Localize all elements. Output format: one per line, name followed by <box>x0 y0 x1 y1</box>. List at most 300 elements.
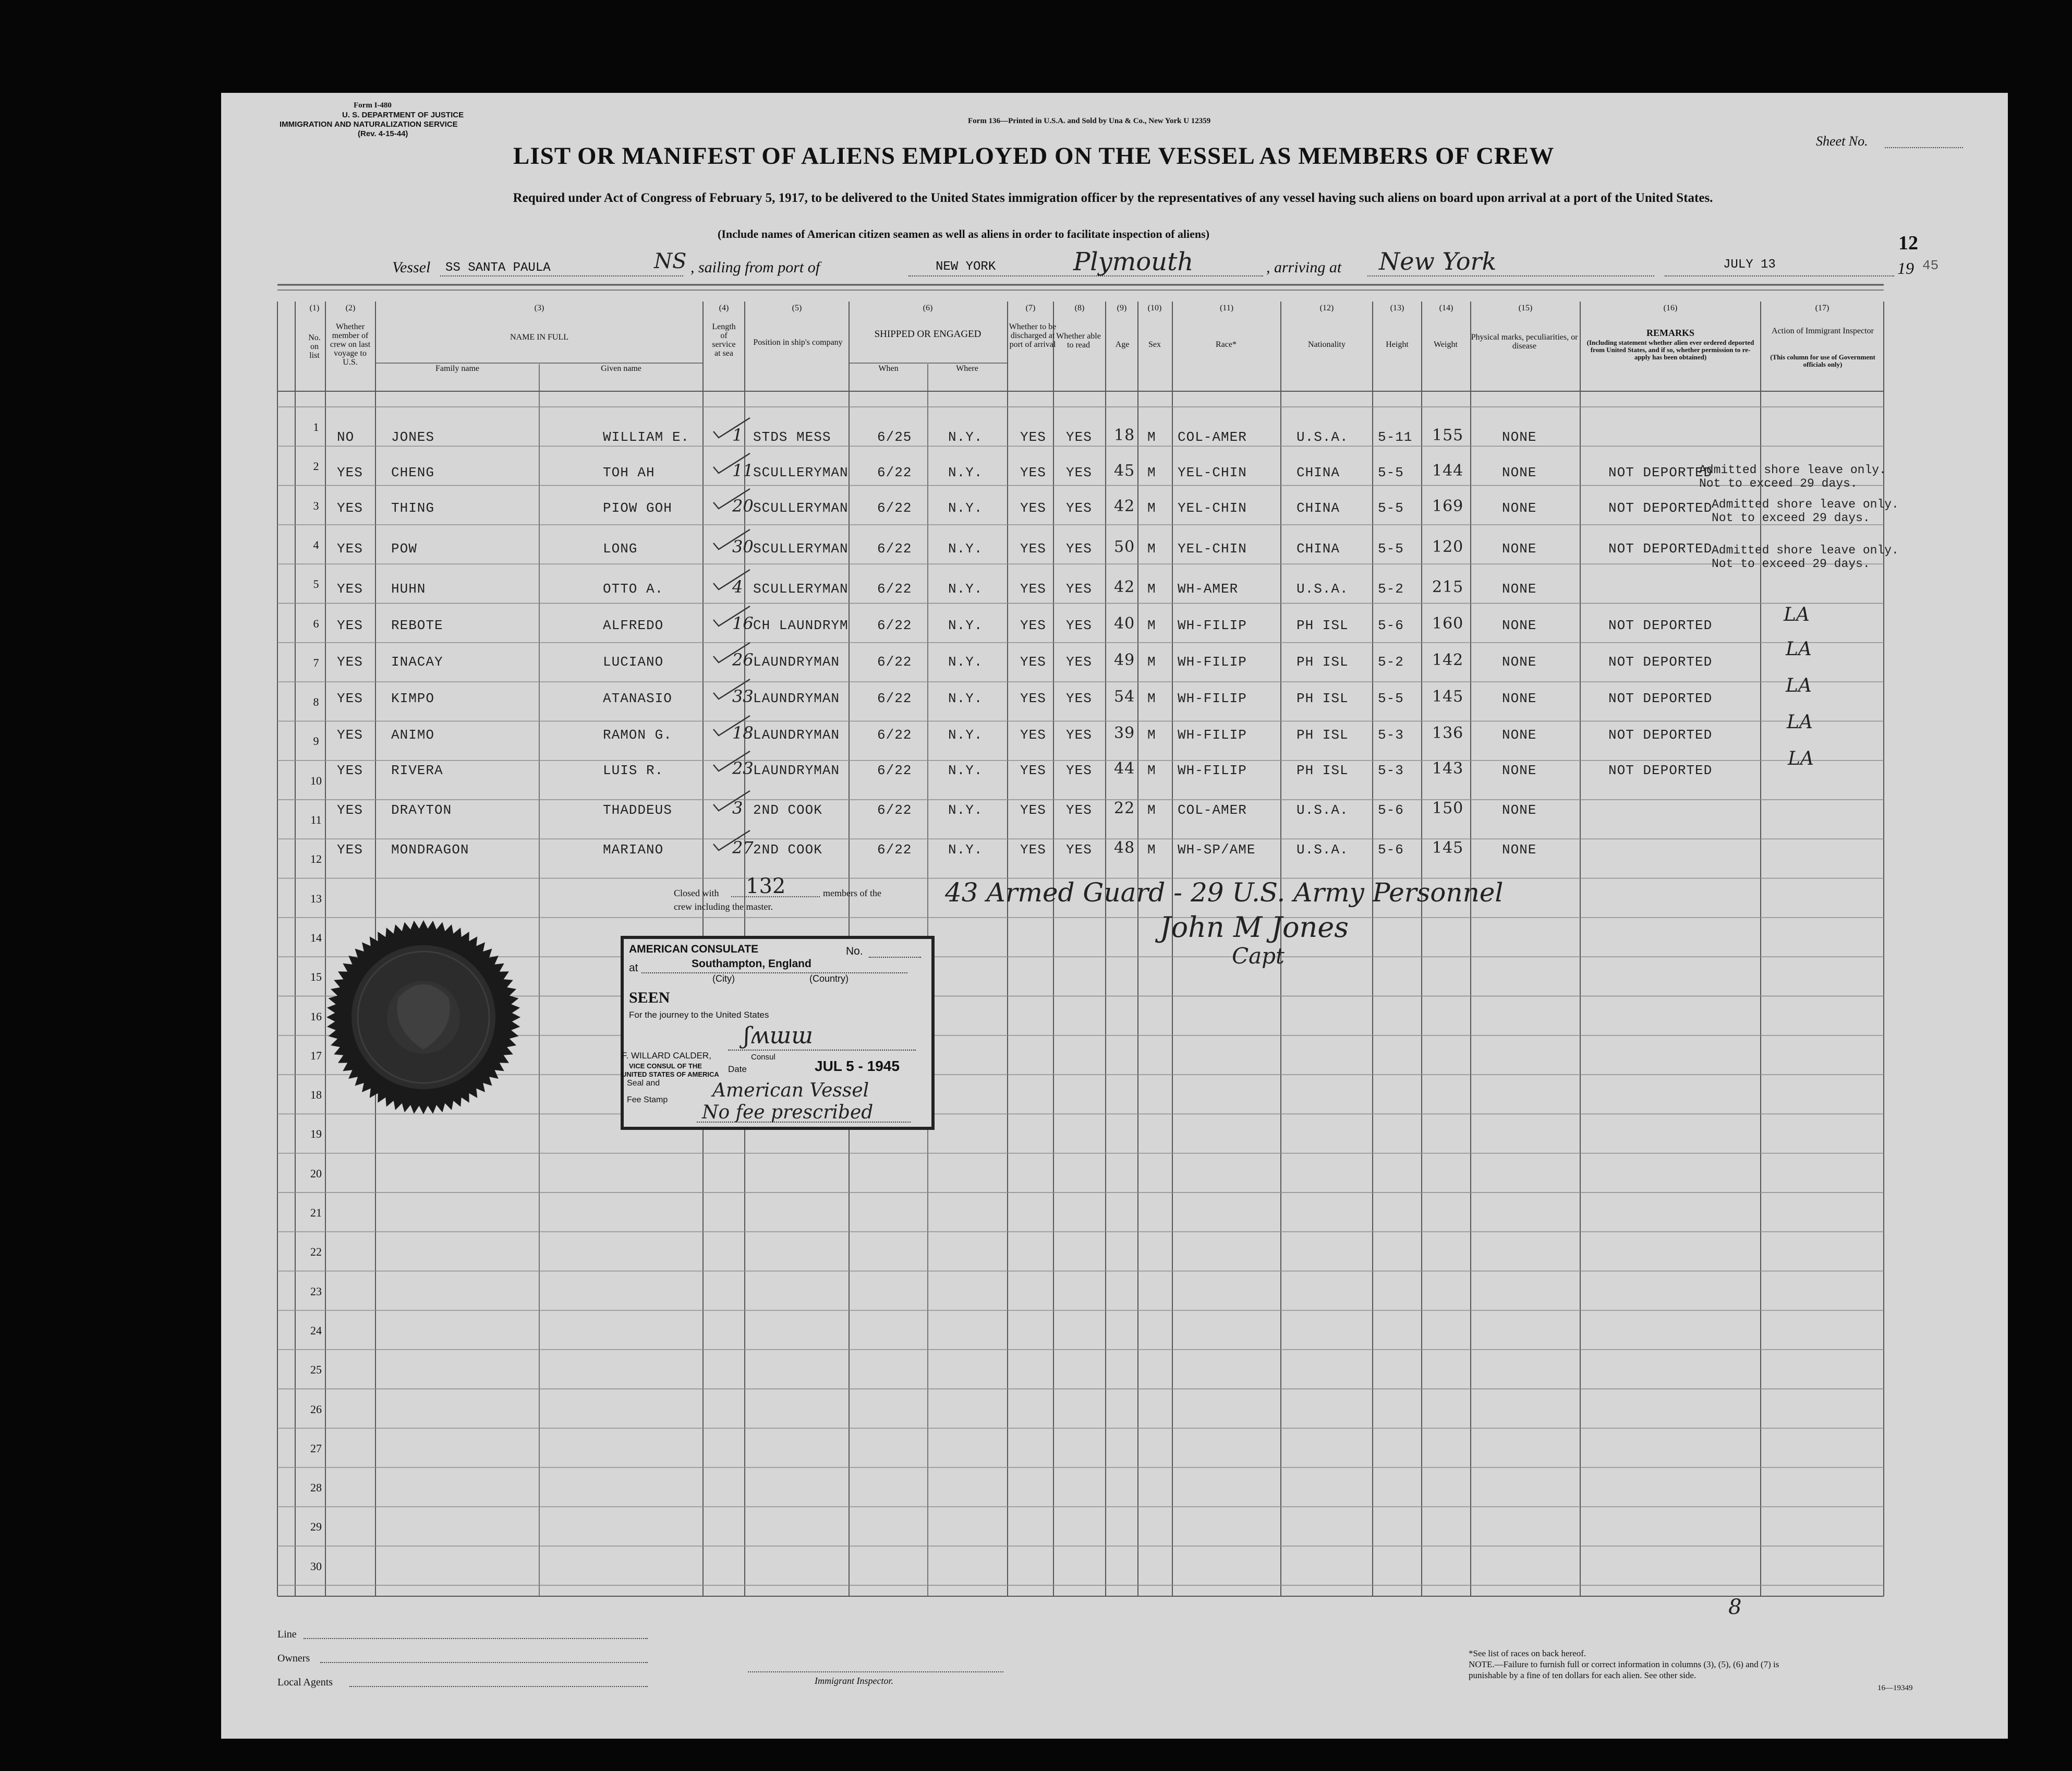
weight-cell: 144 <box>1432 462 1464 480</box>
manifest-subtitle: Required under Act of Congress of February 5, 1917, to be delivered to the United States immigration officer by the representatives of any vessel having such aliens on board upon arrival at a port of the United States. <box>513 191 1713 205</box>
row-number: 25 <box>310 1363 322 1377</box>
row-number: 1 <box>313 420 319 433</box>
discharge-cell: YES <box>1020 691 1046 706</box>
stamp-hand-2: No fee prescribed <box>702 1102 874 1123</box>
row-number: 24 <box>310 1323 322 1337</box>
la-mark: LA <box>1788 748 1814 769</box>
stamp-location: Southampton, England <box>692 958 811 970</box>
column-number: (5) <box>792 304 802 312</box>
physical-marks-cell: NONE <box>1502 802 1537 818</box>
header-age: Age <box>1115 340 1130 349</box>
race-cell: WH-SP/AME <box>1178 842 1256 858</box>
weight-cell: 136 <box>1432 724 1464 742</box>
shipped-when-cell: 6/22 <box>877 842 912 858</box>
header-action: Action of Immigrant Inspector <box>1772 327 1874 335</box>
vessel-label: Vessel <box>392 259 431 276</box>
sailing-port-typed: NEW YORK <box>936 260 996 274</box>
position-cell: LAUNDRYMAN <box>753 727 840 743</box>
discharge-cell: YES <box>1020 465 1046 480</box>
shipped-when-cell: 6/22 <box>877 541 912 557</box>
sex-cell: M <box>1147 618 1156 633</box>
family-name-cell: REBOTE <box>391 618 443 633</box>
family-name-cell: INACAY <box>391 654 443 670</box>
header-remarks-note: (Including statement whether alien ever ordered deported from United States, and if so, whether permission to re-apply has been obtained) <box>1586 339 1754 361</box>
check-mark-icon <box>711 828 753 854</box>
row-number: 7 <box>313 656 319 669</box>
weight-cell: 143 <box>1432 760 1464 778</box>
sex-cell: M <box>1147 429 1156 445</box>
sex-cell: M <box>1147 691 1156 706</box>
year-suffix: 45 <box>1922 258 1939 273</box>
row-number: 23 <box>310 1284 322 1298</box>
family-name-cell: RIVERA <box>391 763 443 778</box>
service-cell: 33 <box>732 686 754 706</box>
age-cell: 44 <box>1114 760 1135 778</box>
nationality-cell: CHINA <box>1296 541 1340 557</box>
check-mark-icon <box>711 789 753 815</box>
check-mark-icon <box>711 641 753 667</box>
race-cell: WH-FILIP <box>1178 654 1247 670</box>
closed-with-label: Closed with <box>674 888 719 898</box>
position-cell: STDS MESS <box>753 429 831 445</box>
year-prefix: 19 <box>1897 259 1914 278</box>
header-length-service: Length of service at sea <box>712 322 736 358</box>
footer-note: NOTE.—Failure to furnish full or correct information in columns (3), (5), (6) and (7) is punishable by a fine of ten dollars for each alien. See other side. <box>1469 1659 1779 1680</box>
la-mark: LA <box>1786 638 1812 660</box>
sex-cell: M <box>1147 727 1156 743</box>
column-number: (4) <box>719 304 729 312</box>
physical-marks-cell: NONE <box>1502 500 1537 516</box>
crew-count: 132 <box>746 874 786 898</box>
given-name-cell: ALFREDO <box>603 618 664 633</box>
row-number: 12 <box>310 852 322 866</box>
height-cell: 5-5 <box>1378 691 1404 706</box>
weight-cell: 215 <box>1432 578 1464 596</box>
nationality-cell: CHINA <box>1296 500 1340 516</box>
age-cell: 18 <box>1114 426 1135 444</box>
stamp-date: JUL 5 - 1945 <box>815 1058 900 1074</box>
stamp-seal-label: Seal and <box>627 1079 660 1088</box>
header-nationality: Nationality <box>1308 340 1346 349</box>
stamp-hand-1: American Vessel <box>712 1080 869 1101</box>
race-cell: COL-AMER <box>1178 802 1247 818</box>
read-cell: YES <box>1066 465 1092 480</box>
shipped-where-cell: N.Y. <box>948 429 983 445</box>
height-cell: 5-5 <box>1378 500 1404 516</box>
stamp-at-label: at <box>629 962 638 974</box>
nationality-cell: PH ISL <box>1296 654 1349 670</box>
check-mark-icon <box>711 416 753 442</box>
height-cell: 5-6 <box>1378 842 1404 858</box>
sex-cell: M <box>1147 763 1156 778</box>
column-number: (8) <box>1074 304 1085 312</box>
master-signature: John M Jones <box>1160 911 1349 944</box>
physical-marks-cell: NONE <box>1502 541 1537 557</box>
column-number: (3) <box>534 304 544 312</box>
family-name-cell: ANIMO <box>391 727 435 743</box>
shipped-where-cell: N.Y. <box>948 691 983 706</box>
column-number: (7) <box>1025 304 1036 312</box>
shipped-where-cell: N.Y. <box>948 541 983 557</box>
vessel-mark: NS <box>654 249 687 273</box>
race-cell: WH-FILIP <box>1178 618 1247 633</box>
weight-cell: 145 <box>1432 688 1464 706</box>
physical-marks-cell: NONE <box>1502 727 1537 743</box>
shipped-where-cell: N.Y. <box>948 465 983 480</box>
shipped-when-cell: 6/22 <box>877 465 912 480</box>
check-mark-icon <box>711 714 753 740</box>
shore-leave-note: Not to exceed 29 days. <box>1712 557 1870 571</box>
row-number: 20 <box>310 1166 322 1180</box>
physical-marks-cell: NONE <box>1502 842 1537 858</box>
shore-leave-note: Admitted shore leave only. <box>1712 498 1899 511</box>
service-cell: 16 <box>732 613 754 633</box>
given-name-cell: LONG <box>603 541 638 557</box>
height-cell: 5-6 <box>1378 618 1404 633</box>
family-name-cell: CHENG <box>391 465 435 480</box>
stamp-city-label: (City) <box>712 973 735 984</box>
sheet-label: Sheet No. <box>1816 134 1868 149</box>
footer-agents-rule <box>349 1686 648 1687</box>
row-number: 14 <box>310 931 322 944</box>
race-cell: YEL-CHIN <box>1178 500 1247 516</box>
age-cell: 50 <box>1114 538 1135 556</box>
inspector-label: Immigrant Inspector. <box>815 1676 893 1686</box>
race-cell: WH-FILIP <box>1178 727 1247 743</box>
height-cell: 5-2 <box>1378 581 1404 597</box>
row-number: 28 <box>310 1481 322 1495</box>
shipped-where-cell: N.Y. <box>948 654 983 670</box>
service-cell: 27 <box>732 838 754 858</box>
position-cell: SCULLERYMAN <box>753 465 849 480</box>
la-mark: LA <box>1786 675 1812 696</box>
read-cell: YES <box>1066 429 1092 445</box>
row-number: 30 <box>310 1559 322 1573</box>
last-voyage-cell: NO <box>337 429 355 445</box>
read-cell: YES <box>1066 727 1092 743</box>
given-name-cell: THADDEUS <box>603 802 672 818</box>
printer-line: Form 136—Printed in U.S.A. and Sold by Una & Co., New York U 12359 <box>968 117 1211 125</box>
service-cell: 3 <box>732 798 743 818</box>
discharge-cell: YES <box>1020 618 1046 633</box>
sex-cell: M <box>1147 500 1156 516</box>
last-voyage-cell: YES <box>337 691 363 706</box>
consular-stamp <box>621 936 935 1130</box>
check-mark-icon <box>711 568 753 594</box>
row-number: 2 <box>313 460 319 473</box>
instruction-line: (Include names of American citizen seamen as well as aliens in order to facilitate inspection of aliens) <box>718 227 1210 240</box>
stamp-date-label: Date <box>728 1064 747 1074</box>
nationality-cell: U.S.A. <box>1296 842 1349 858</box>
check-mark-icon <box>711 749 753 775</box>
shipped-when-cell: 6/22 <box>877 581 912 597</box>
given-name-cell: LUCIANO <box>603 654 664 670</box>
read-cell: YES <box>1066 581 1092 597</box>
given-name-cell: MARIANO <box>603 842 664 858</box>
row-number: 8 <box>313 695 319 709</box>
race-cell: WH-AMER <box>1178 581 1239 597</box>
age-cell: 42 <box>1114 578 1135 596</box>
discharge-cell: YES <box>1020 581 1046 597</box>
read-cell: YES <box>1066 691 1092 706</box>
position-cell: SCULLERYMAN <box>753 541 849 557</box>
stamp-consul-name: F. WILLARD CALDER, <box>622 1051 711 1061</box>
last-voyage-cell: YES <box>337 802 363 818</box>
discharge-cell: YES <box>1020 763 1046 778</box>
header-where: Where <box>956 364 978 373</box>
shipped-when-cell: 6/22 <box>877 500 912 516</box>
sex-cell: M <box>1147 581 1156 597</box>
header-last-voyage: Whether member of crew on last voyage to U.S. <box>330 322 371 367</box>
stamp-location-line <box>641 972 907 973</box>
last-voyage-cell: YES <box>337 842 363 858</box>
la-mark: LA <box>1787 712 1813 733</box>
race-cell: YEL-CHIN <box>1178 465 1247 480</box>
discharge-cell: YES <box>1020 802 1046 818</box>
remarks-cell: NOT DEPORTED <box>1608 654 1713 670</box>
arriving-label: , arriving at <box>1266 259 1342 276</box>
row-number: 21 <box>310 1206 322 1219</box>
row-number: 13 <box>310 891 322 905</box>
age-cell: 45 <box>1114 462 1135 480</box>
height-cell: 5-5 <box>1378 465 1404 480</box>
header-shipped: SHIPPED OR ENGAGED <box>874 329 982 340</box>
shore-leave-note: Admitted shore leave only. <box>1712 544 1899 557</box>
header-height: Height <box>1386 340 1409 349</box>
shipped-when-cell: 6/22 <box>877 727 912 743</box>
header-physical: Physical marks, peculiarities, or disease <box>1471 333 1578 351</box>
column-number: (9) <box>1117 304 1127 312</box>
la-mark: LA <box>1784 604 1810 625</box>
footer-agents-label: Local Agents <box>277 1677 333 1688</box>
column-number: (2) <box>345 304 356 312</box>
stamp-signature-line <box>728 1050 916 1051</box>
header-family: Family name <box>435 364 479 373</box>
read-cell: YES <box>1066 541 1092 557</box>
stamp-consul-label: Consul <box>751 1053 776 1062</box>
family-name-cell: POW <box>391 541 417 557</box>
races-note: *See list of races on back hereof. <box>1469 1648 1586 1658</box>
last-voyage-cell: YES <box>337 727 363 743</box>
check-mark-icon <box>711 487 753 513</box>
row-number: 3 <box>313 499 319 512</box>
column-number: (11) <box>1219 304 1234 312</box>
discharge-cell: YES <box>1020 842 1046 858</box>
last-voyage-cell: YES <box>337 465 363 480</box>
stamp-no-line <box>869 957 921 958</box>
header-weight: Weight <box>1434 340 1458 349</box>
stamp-no-label: No. <box>846 945 863 957</box>
given-name-cell: WILLIAM E. <box>603 429 690 445</box>
height-cell: 5-11 <box>1378 429 1413 445</box>
remarks-cell: NOT DEPORTED <box>1608 691 1713 706</box>
footer-form-code: 16—19349 <box>1877 1684 1913 1692</box>
read-cell: YES <box>1066 618 1092 633</box>
sex-cell: M <box>1147 842 1156 858</box>
position-cell: LAUNDRYMAN <box>753 691 840 706</box>
remarks-cell: NOT DEPORTED <box>1608 763 1713 778</box>
sex-cell: M <box>1147 541 1156 557</box>
service: IMMIGRATION AND NATURALIZATION SERVICE <box>280 120 458 129</box>
row-number: 6 <box>313 617 319 630</box>
department: U. S. DEPARTMENT OF JUSTICE <box>342 111 464 119</box>
nationality-cell: PH ISL <box>1296 618 1349 633</box>
embossed-seal-icon <box>325 919 522 1115</box>
shipped-where-cell: N.Y. <box>948 763 983 778</box>
physical-marks-cell: NONE <box>1502 654 1537 670</box>
race-cell: YEL-CHIN <box>1178 541 1247 557</box>
row-number: 19 <box>310 1127 322 1141</box>
row-number: 26 <box>310 1402 322 1416</box>
shore-leave-note: Not to exceed 29 days. <box>1699 477 1858 490</box>
header-read: Whether able to read <box>1056 332 1101 350</box>
column-number: (16) <box>1663 304 1678 312</box>
row-number: 5 <box>313 577 319 591</box>
read-cell: YES <box>1066 802 1092 818</box>
stamp-country-label: (Country) <box>809 973 849 984</box>
remarks-cell: NOT DEPORTED <box>1608 618 1713 633</box>
header-action-note: (This column for use of Government officials only) <box>1770 353 1875 368</box>
family-name-cell: DRAYTON <box>391 802 452 818</box>
physical-marks-cell: NONE <box>1502 429 1537 445</box>
height-cell: 5-3 <box>1378 727 1404 743</box>
column-number: (17) <box>1815 304 1829 312</box>
position-cell: 2ND COOK <box>753 842 822 858</box>
master-title: Capt <box>1232 943 1285 969</box>
stamp-seen: SEEN <box>629 989 670 1006</box>
shipped-where-cell: N.Y. <box>948 500 983 516</box>
position-cell: 2ND COOK <box>753 802 822 818</box>
family-name-cell: JONES <box>391 429 435 445</box>
stamp-consulate: AMERICAN CONSULATE <box>629 943 759 955</box>
manifest-title: LIST OR MANIFEST OF ALIENS EMPLOYED ON THE VESSEL AS MEMBERS OF CREW <box>513 142 1555 170</box>
family-name-cell: MONDRAGON <box>391 842 469 858</box>
service-cell: 4 <box>732 577 743 597</box>
age-cell: 48 <box>1114 839 1135 857</box>
nationality-cell: U.S.A. <box>1296 802 1349 818</box>
family-name-cell: KIMPO <box>391 691 435 706</box>
shore-leave-note: Admitted shore leave only. <box>1699 463 1886 477</box>
service-cell: 30 <box>732 537 754 557</box>
row-number: 22 <box>310 1245 322 1259</box>
service-cell: 18 <box>732 723 754 743</box>
footer-owners-label: Owners <box>277 1653 310 1664</box>
shipped-when-cell: 6/22 <box>877 654 912 670</box>
header-sex: Sex <box>1148 340 1161 349</box>
last-voyage-cell: YES <box>337 581 363 597</box>
position-cell: LAUNDRYMAN <box>753 763 840 778</box>
stamp-hand-line <box>697 1122 911 1123</box>
last-voyage-cell: YES <box>337 618 363 633</box>
sailing-label: , sailing from port of <box>690 259 820 276</box>
read-cell: YES <box>1066 500 1092 516</box>
last-voyage-cell: YES <box>337 654 363 670</box>
stamp-consul-title-2: UNITED STATES OF AMERICA <box>622 1070 719 1078</box>
header-discharge: Whether to be discharged at port of arrival <box>1009 322 1057 349</box>
height-cell: 5-6 <box>1378 802 1404 818</box>
discharge-cell: YES <box>1020 429 1046 445</box>
given-name-cell: TOH AH <box>603 465 655 480</box>
header-remarks: REMARKS <box>1646 328 1694 338</box>
position-cell: SCULLERYMAN <box>753 581 849 597</box>
read-cell: YES <box>1066 654 1092 670</box>
margin-mark: 8 <box>1728 1595 1742 1619</box>
shipped-when-cell: 6/22 <box>877 763 912 778</box>
page-number: 12 <box>1898 232 1918 254</box>
height-cell: 5-2 <box>1378 654 1404 670</box>
column-number: (6) <box>923 304 933 312</box>
physical-marks-cell: NONE <box>1502 581 1537 597</box>
header-given: Given name <box>601 364 641 373</box>
discharge-cell: YES <box>1020 500 1046 516</box>
shipped-when-cell: 6/22 <box>877 691 912 706</box>
age-cell: 39 <box>1114 724 1135 742</box>
nationality-cell: U.S.A. <box>1296 429 1349 445</box>
shipped-where-cell: N.Y. <box>948 618 983 633</box>
position-cell: CH LAUNDRYM <box>753 618 849 633</box>
remarks-cell: NOT DEPORTED <box>1608 541 1713 557</box>
header-race: Race* <box>1216 340 1237 349</box>
physical-marks-cell: NONE <box>1502 465 1537 480</box>
nationality-cell: U.S.A. <box>1296 581 1349 597</box>
row-number: 9 <box>313 734 319 748</box>
column-number: (14) <box>1439 304 1453 312</box>
weight-cell: 155 <box>1432 426 1464 444</box>
given-name-cell: LUIS R. <box>603 763 664 778</box>
inspector-rule <box>748 1671 1003 1672</box>
row-number: 10 <box>310 774 322 787</box>
discharge-cell: YES <box>1020 654 1046 670</box>
arriving-port: New York <box>1379 247 1497 275</box>
service-cell: 23 <box>732 758 754 778</box>
row-number: 15 <box>310 970 322 984</box>
check-mark-icon <box>711 677 753 703</box>
race-cell: COL-AMER <box>1178 429 1247 445</box>
header-name-full: NAME IN FULL <box>510 333 568 342</box>
footer-line-rule <box>304 1638 648 1639</box>
check-mark-icon <box>711 604 753 630</box>
sex-cell: M <box>1147 465 1156 480</box>
weight-cell: 169 <box>1432 497 1464 515</box>
manifest-sheet <box>221 93 2008 1739</box>
position-cell: SCULLERYMAN <box>753 500 849 516</box>
age-cell: 54 <box>1114 688 1135 706</box>
arrival-month-day: JULY 13 <box>1723 258 1776 272</box>
check-mark-icon <box>711 527 753 553</box>
check-mark-icon <box>711 451 753 477</box>
remarks-cell: NOT DEPORTED <box>1608 727 1713 743</box>
row-number: 29 <box>310 1520 322 1534</box>
footer-line-label: Line <box>277 1629 297 1640</box>
armed-guard-note: 43 Armed Guard - 29 U.S. Army Personnel <box>945 877 1504 908</box>
sailing-port-hand: Plymouth <box>1073 247 1194 276</box>
form-number: Form I-480 <box>354 101 392 110</box>
header-no: No. on list <box>308 333 321 360</box>
age-cell: 42 <box>1114 497 1135 515</box>
sex-cell: M <box>1147 802 1156 818</box>
row-number: 27 <box>310 1441 322 1455</box>
last-voyage-cell: YES <box>337 763 363 778</box>
service-cell: 11 <box>732 461 754 480</box>
weight-cell: 142 <box>1432 651 1464 669</box>
given-name-cell: RAMON G. <box>603 727 672 743</box>
header-when: When <box>878 364 899 373</box>
crew-label: crew including the master. <box>674 901 773 912</box>
shipped-where-cell: N.Y. <box>948 581 983 597</box>
last-voyage-cell: YES <box>337 500 363 516</box>
last-voyage-cell: YES <box>337 541 363 557</box>
weight-cell: 120 <box>1432 538 1464 556</box>
